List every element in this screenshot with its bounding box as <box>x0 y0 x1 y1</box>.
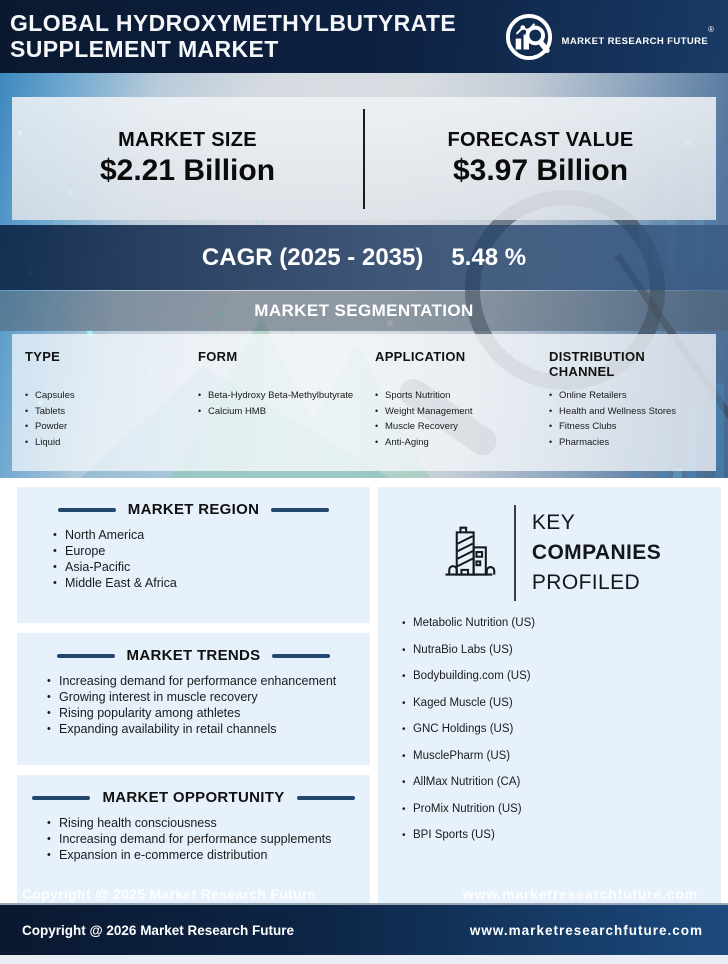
list-item: • Weight Management <box>375 404 549 420</box>
brand-name: MARKET RESEARCH FUTURE® <box>561 24 714 47</box>
segmentation-list <box>549 388 715 450</box>
hero-section <box>0 73 728 478</box>
market-region-panel <box>17 487 370 623</box>
mrfr-logo <box>504 12 714 62</box>
watermark-website: www.marketresearchfuture.com <box>462 886 698 902</box>
list-item: • Europe <box>53 543 370 559</box>
list-item: • Fitness Clubs <box>549 419 715 435</box>
list-item: • BPI Sports (US) <box>402 829 721 842</box>
list-item: • MusclePharm (US) <box>402 750 721 763</box>
lower-section <box>0 478 728 903</box>
key-companies-panel <box>378 487 721 903</box>
segmentation-column-application <box>375 350 549 471</box>
segmentation-heading: DISTRIBUTION CHANNEL <box>549 349 646 379</box>
list-item: • Tablets <box>25 404 198 420</box>
list-item: • Health and Wellness Stores <box>549 404 715 420</box>
forecast-value-label: FORECAST VALUE <box>447 129 634 151</box>
key-companies-header <box>378 487 721 601</box>
heading-dash <box>32 796 90 800</box>
segmentation-title-band <box>0 291 728 331</box>
segmentation-list <box>375 388 549 450</box>
list-item: • Powder <box>25 419 198 435</box>
watermark-copyright: Copyright @ 2025 Market Research Future <box>22 886 316 902</box>
stats-panel <box>12 97 716 220</box>
segmentation-panel <box>12 334 716 471</box>
list-item: • Capsules <box>25 388 198 404</box>
heading-dash <box>58 508 116 512</box>
list-item: • NutraBio Labs (US) <box>402 644 721 657</box>
list-item: • Expansion in e-commerce distribution <box>47 847 370 863</box>
list-item: • ProMix Nutrition (US) <box>402 803 721 816</box>
heading-dash <box>272 654 330 658</box>
market-region-title: MARKET REGION <box>127 501 260 518</box>
list-item: • Rising popularity among athletes <box>47 705 370 721</box>
segmentation-heading: FORM <box>198 349 238 364</box>
key-companies-title-line1: KEY <box>531 511 576 535</box>
market-trends-list <box>17 673 370 737</box>
heading-dash <box>271 508 329 512</box>
page-title-line1: GLOBAL HYDROXYMETHYLBUTYRATE <box>10 9 457 36</box>
left-column <box>17 487 370 903</box>
cagr-label: CAGR (2025 - 2035) <box>201 243 424 271</box>
market-size-stat <box>12 129 363 188</box>
companies-list <box>378 617 721 842</box>
list-item: • Bodybuilding.com (US) <box>402 670 721 683</box>
cagr-band <box>0 225 728 290</box>
list-item: • Muscle Recovery <box>375 419 549 435</box>
segmentation-list <box>25 388 198 450</box>
list-item: • Rising health consciousness <box>47 815 370 831</box>
heading-dash <box>57 654 115 658</box>
segmentation-heading: TYPE <box>25 349 61 364</box>
segmentation-column-form <box>198 350 375 471</box>
market-region-list <box>17 527 370 591</box>
market-opportunity-title: MARKET OPPORTUNITY <box>102 789 285 806</box>
segmentation-column-type <box>25 350 198 471</box>
segmentation-heading: APPLICATION <box>375 349 466 364</box>
list-item: • Middle East & Africa <box>53 575 370 591</box>
segmentation-list <box>198 388 375 419</box>
list-item: • Kaged Muscle (US) <box>402 697 721 710</box>
right-column <box>378 487 721 903</box>
companies-divider <box>514 505 516 601</box>
list-item: • Pharmacies <box>549 435 715 451</box>
header <box>0 0 728 73</box>
segmentation-title: MARKET SEGMENTATION <box>254 301 474 320</box>
key-companies-title-line2: COMPANIES <box>531 541 662 565</box>
market-opportunity-list <box>17 815 370 863</box>
forecast-value-stat <box>365 129 716 188</box>
bottom-strip <box>0 955 728 964</box>
list-item: • Online Retailers <box>549 388 715 404</box>
list-item: • GNC Holdings (US) <box>402 723 721 736</box>
page-title-line2: SUPPLEMENT MARKET <box>10 35 279 62</box>
market-size-label: MARKET SIZE <box>118 129 257 151</box>
page-title <box>10 11 456 63</box>
market-trends-title: MARKET TRENDS <box>126 647 261 664</box>
registered-mark: ® <box>708 24 714 34</box>
footer-copyright: Copyright @ 2026 Market Research Future <box>22 922 294 938</box>
list-item: • Increasing demand for performance supplements <box>47 831 370 847</box>
footer-website: www.marketresearchfuture.com <box>469 922 703 938</box>
list-item: • North America <box>53 527 370 543</box>
list-item: • Calcium HMB <box>198 404 375 420</box>
footer <box>0 903 728 955</box>
list-item: • Asia-Pacific <box>53 559 370 575</box>
market-opportunity-panel <box>17 775 370 903</box>
list-item: • AllMax Nutrition (CA) <box>402 776 721 789</box>
segmentation-column-distribution-channel <box>549 350 715 471</box>
list-item: • Increasing demand for performance enhancement <box>47 673 370 689</box>
key-companies-title <box>532 508 661 597</box>
list-item: • Liquid <box>25 435 198 451</box>
forecast-value-value: $3.97 Billion <box>452 154 629 187</box>
market-size-value: $2.21 Billion <box>99 154 276 187</box>
market-trends-panel <box>17 633 370 765</box>
cagr-value: 5.48 % <box>451 243 527 271</box>
list-item: • Expanding availability in retail channels <box>47 721 370 737</box>
list-item: • Anti-Aging <box>375 435 549 451</box>
list-item: • Metabolic Nutrition (US) <box>402 617 721 630</box>
key-companies-title-line3: PROFILED <box>531 570 641 594</box>
list-item: • Growing interest in muscle recovery <box>47 689 370 705</box>
building-icon <box>438 523 498 583</box>
heading-dash <box>297 796 355 800</box>
list-item: • Beta-Hydroxy Beta-Methylbutyrate <box>198 388 375 404</box>
list-item: • Sports Nutrition <box>375 388 549 404</box>
mrfr-logo-icon <box>504 12 554 62</box>
